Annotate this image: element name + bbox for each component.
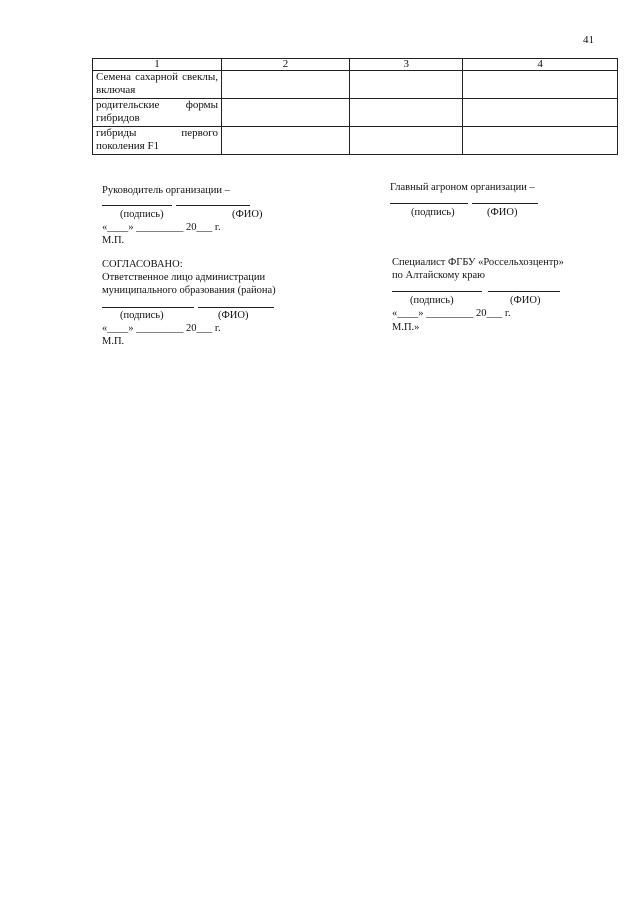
signature-caption: (подпись) xyxy=(120,209,164,220)
column-header: 4 xyxy=(463,59,618,71)
date-line[interactable]: «____» _________ 20___ г. xyxy=(392,308,511,319)
column-header: 1 xyxy=(93,59,222,71)
table-cell[interactable] xyxy=(350,99,463,127)
table-cell[interactable] xyxy=(350,71,463,99)
table-row xyxy=(93,99,618,127)
table-row xyxy=(93,127,618,155)
page-number: 41 xyxy=(583,34,594,46)
org-head-title: Руководитель организации – xyxy=(102,185,230,196)
name-line[interactable] xyxy=(472,203,538,204)
name-caption: (ФИО) xyxy=(218,310,249,321)
name-caption: (ФИО) xyxy=(487,207,518,218)
row-label: гибриды первого поколения F1 xyxy=(93,127,222,155)
stamp-label: М.П.» xyxy=(392,322,420,333)
table-cell[interactable] xyxy=(222,99,350,127)
row-label: Семена сахарной свеклы, включая xyxy=(93,71,222,99)
agreed-heading: СОГЛАСОВАНО: xyxy=(102,259,183,270)
name-caption: (ФИО) xyxy=(510,295,541,306)
specialist-line-2: по Алтайскому краю xyxy=(392,270,485,281)
column-header: 3 xyxy=(350,59,463,71)
table-header-row xyxy=(93,59,618,71)
agreed-line-1: Ответственное лицо администрации xyxy=(102,272,266,283)
table-cell[interactable] xyxy=(463,71,618,99)
date-line[interactable]: «____» _________ 20___ г. xyxy=(102,222,221,233)
signature-caption: (подпись) xyxy=(411,207,455,218)
signature-line[interactable] xyxy=(390,203,468,204)
column-header: 2 xyxy=(222,59,350,71)
date-line[interactable]: «____» _________ 20___ г. xyxy=(102,323,221,334)
stamp-label: М.П. xyxy=(102,235,125,246)
table-cell[interactable] xyxy=(222,127,350,155)
signature-line[interactable] xyxy=(102,307,194,308)
agronomist-title: Главный агроном организации – xyxy=(390,182,535,193)
data-table xyxy=(92,58,618,155)
signature-line[interactable] xyxy=(392,291,482,292)
stamp-label: М.П. xyxy=(102,336,125,347)
table-cell[interactable] xyxy=(222,71,350,99)
row-label: родительские формы гибридов xyxy=(93,99,222,127)
name-line[interactable] xyxy=(488,291,560,292)
signature-line[interactable] xyxy=(102,205,172,206)
name-caption: (ФИО) xyxy=(232,209,263,220)
table-cell[interactable] xyxy=(350,127,463,155)
table-row xyxy=(93,71,618,99)
name-line[interactable] xyxy=(198,307,274,308)
signature-caption: (подпись) xyxy=(410,295,454,306)
table-cell[interactable] xyxy=(463,99,618,127)
specialist-line-1: Специалист ФГБУ «Россельхозцентр» xyxy=(392,257,564,268)
table-cell[interactable] xyxy=(463,127,618,155)
signature-caption: (подпись) xyxy=(120,310,164,321)
agreed-line-2: муниципального образования (района) xyxy=(102,285,276,296)
name-line[interactable] xyxy=(176,205,250,206)
